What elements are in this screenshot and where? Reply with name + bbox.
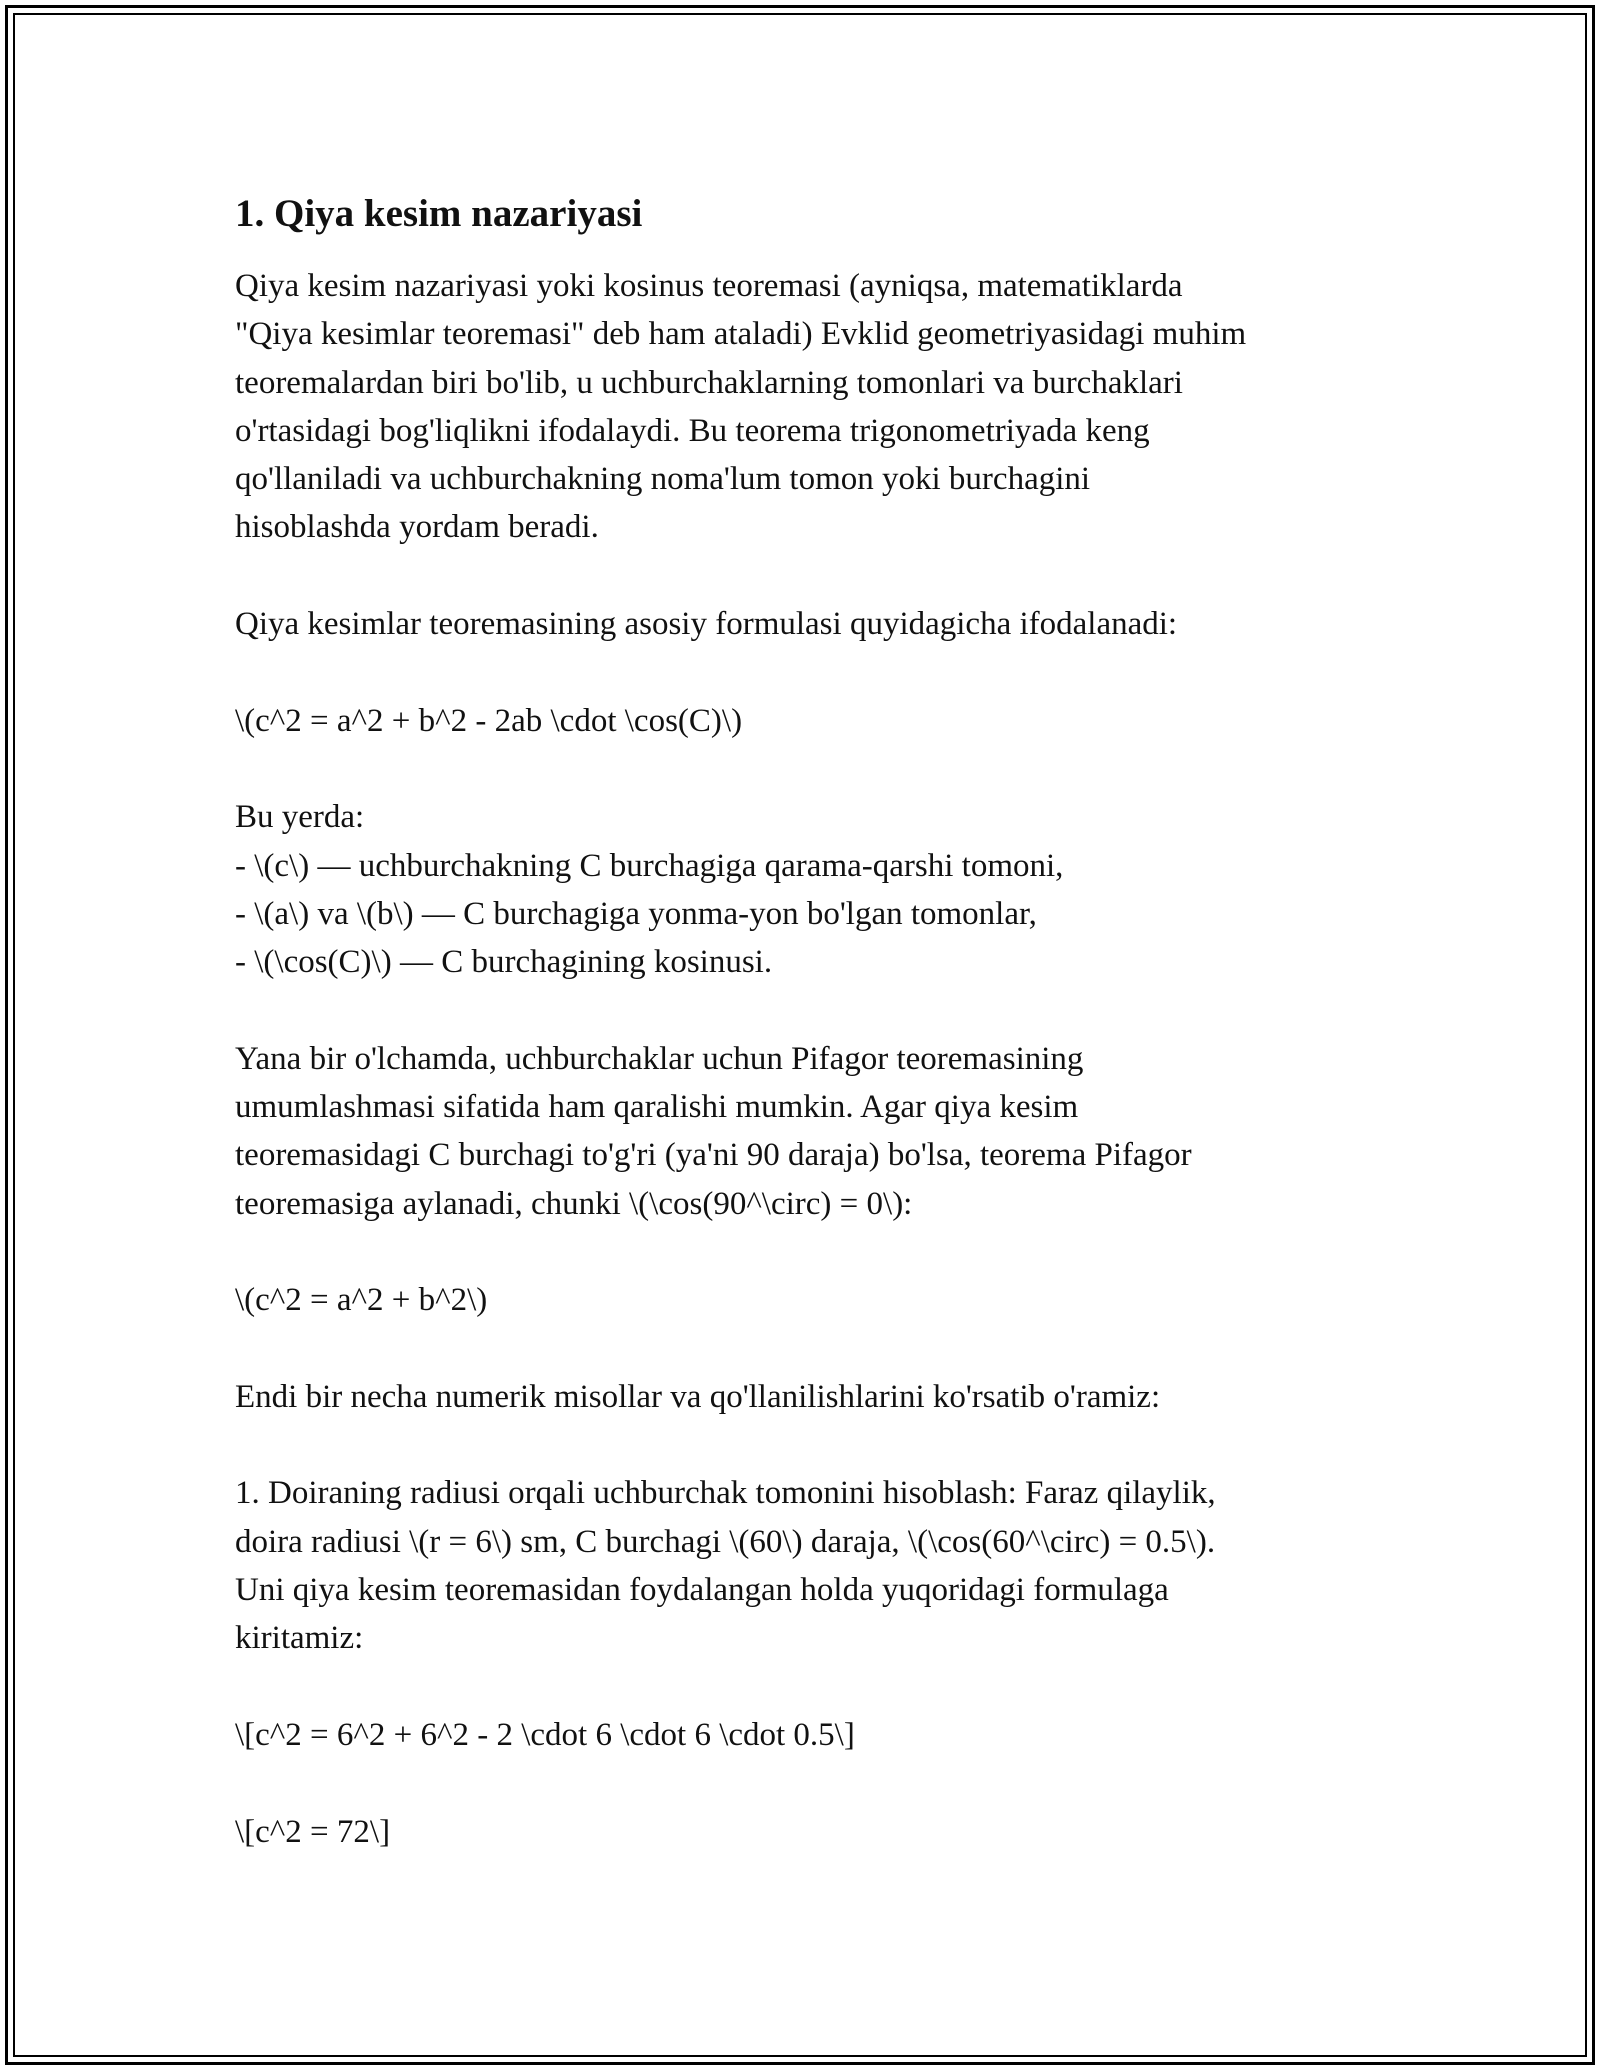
formula-line: \(c^2 = a^2 + b^2 - 2ab \cdot \cos(C)\) xyxy=(235,702,743,739)
text-line: teoremalardan biri bo'lib, u uchburchaklarning tomonlari va burchaklari xyxy=(235,364,1183,401)
formula-line: \(c^2 = a^2 + b^2\) xyxy=(235,1282,488,1319)
example-1-formula xyxy=(235,1711,1375,1759)
text-line: "Qiya kesimlar teoremasi" deb ham ataladi) Evklid geometriyasidagi muhim xyxy=(235,316,1247,353)
pythagoras-paragraph xyxy=(235,1035,1375,1228)
text-line: Qiya kesimlar teoremasining asosiy formulasi quyidagicha ifodalanadi: xyxy=(235,606,1178,643)
intro-paragraph xyxy=(235,262,1375,552)
main-formula xyxy=(235,697,1375,745)
text-line: teoremasidagi C burchagi to'g'ri (ya'ni 90 daraja) bo'lsa, teorema Pifagor xyxy=(235,1137,1192,1174)
example-1-result xyxy=(235,1808,1375,1856)
text-line: o'rtasidagi bog'liqlikni ifodalaydi. Bu teorema trigonometriyada keng xyxy=(235,412,1150,449)
list-item: - \(c\) — uchburchakning C burchagiga qarama-qarshi tomoni, xyxy=(235,847,1064,884)
text-line: doira radiusi \(r = 6\) sm, C burchagi \(60\) daraja, \(\cos(60^\circ) = 0.5\). xyxy=(235,1523,1216,1560)
section-title: 1. Qiya kesim nazariyasi xyxy=(235,192,643,235)
text-line: teoremasiga aylanadi, chunki \(\cos(90^\circ) = 0\): xyxy=(235,1185,913,1222)
examples-intro-paragraph xyxy=(235,1373,1375,1421)
text-line: kiritamiz: xyxy=(235,1620,364,1657)
text-line: Bu yerda: xyxy=(235,799,365,836)
text-line: 1. Doiraning radiusi orqali uchburchak tomonini hisoblash: Faraz qilaylik, xyxy=(235,1475,1216,1512)
formula-intro-paragraph xyxy=(235,600,1375,648)
text-line: Yana bir o'lchamda, uchburchaklar uchun Pifagor teoremasining xyxy=(235,1040,1084,1077)
definitions-list xyxy=(235,793,1375,986)
list-item: - \(\cos(C)\) — C burchagining kosinusi. xyxy=(235,944,773,981)
text-line: Uni qiya kesim teoremasidan foydalangan holda yuqoridagi formulaga xyxy=(235,1572,1169,1609)
text-line: Endi bir necha numerik misollar va qo'llanilishlarini ko'rsatib o'ramiz: xyxy=(235,1378,1161,1415)
pythagoras-formula xyxy=(235,1276,1375,1324)
text-line: Qiya kesim nazariyasi yoki kosinus teoremasi (ayniqsa, matematiklarda xyxy=(235,268,1183,304)
text-line: umumlashmasi sifatida ham qaralishi mumkin. Agar qiya kesim xyxy=(235,1089,1079,1126)
document-body xyxy=(235,186,1375,1904)
text-line: qo'llaniladi va uchburchakning noma'lum tomon yoki burchagini xyxy=(235,461,1091,498)
example-1-paragraph xyxy=(235,1469,1375,1662)
list-item: - \(a\) va \(b\) — C burchagiga yonma-yon bo'lgan tomonlar, xyxy=(235,895,1037,932)
formula-line: \[c^2 = 72\] xyxy=(235,1813,391,1850)
text-line: hisoblashda yordam beradi. xyxy=(235,509,599,546)
formula-line: \[c^2 = 6^2 + 6^2 - 2 \cdot 6 \cdot 6 \cdot 0.5\] xyxy=(235,1716,855,1753)
